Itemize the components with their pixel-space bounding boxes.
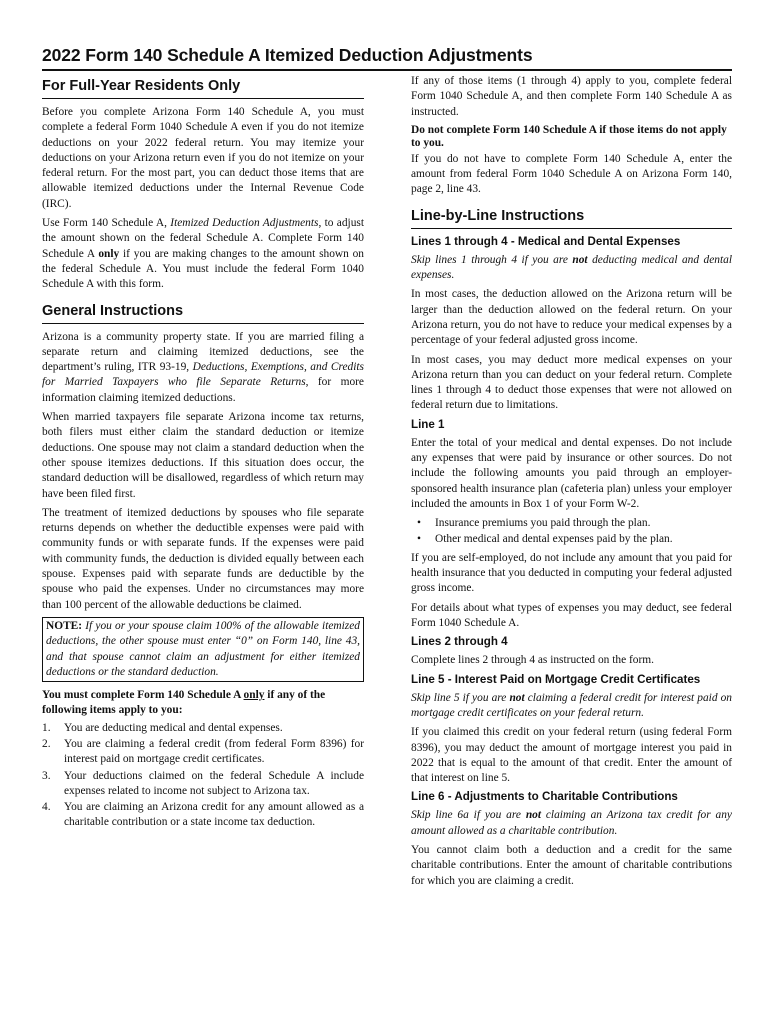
use-schedule-paragraph xyxy=(42,216,364,292)
note-text: If you or your spouse claim 100% of the allowable itemized deductions, the other spouse must enter “0” on Form 140, line 43, and that spouse cannot claim an adjustment for either itemized deductions or the standard deduction. xyxy=(46,619,360,678)
text-run: Skip line 6a if you are xyxy=(411,809,526,822)
left-column xyxy=(42,74,364,893)
community-property-paragraph xyxy=(42,330,364,406)
text-run: Arizona is a community property state. If you are married filing a separate return and claiming itemized deductions, see the department’s ruling, ITR 93-19, xyxy=(42,330,364,374)
text-run: Skip lines 1 through 4 if you are xyxy=(411,253,573,266)
list-number: 1. xyxy=(42,721,51,734)
list-number: 3. xyxy=(42,769,51,782)
title-rule xyxy=(42,69,732,71)
list-text: Insurance premiums you paid through the plan. xyxy=(435,517,651,530)
list-item xyxy=(411,516,732,531)
conditions-list xyxy=(42,721,364,831)
line-6-paragraph: You cannot claim both a deduction and a credit for the same charitable contributions. Enter the amount of charitable contributions for which you are claiming a credit. xyxy=(411,843,732,887)
list-text: You are deducting medical and dental expenses. xyxy=(64,721,283,734)
text-run: Skip line 5 if you are xyxy=(411,691,510,704)
list-text: Other medical and dental expenses paid by the plan. xyxy=(435,532,673,545)
list-number: 2. xyxy=(42,737,51,750)
subheading-line-6: Line 6 - Adjustments to Charitable Contributions xyxy=(411,790,678,804)
text-run: , to adjust the amount shown on the federal Schedule A. Complete Form 140 Schedule A xyxy=(42,217,364,260)
bold-not: not xyxy=(572,253,588,266)
bullet-icon: • xyxy=(417,517,421,530)
list-number: 4. xyxy=(42,801,51,814)
list-item xyxy=(42,737,364,768)
self-employed-paragraph: If you are self-employed, do not include any amount that you paid for health insurance that you deducted in computing your federal adjusted gross income. xyxy=(411,551,732,595)
line-1-paragraph: Enter the total of your medical and dental expenses. Do not include any expenses that were paid by insurance or other sources. Do not include the following amounts you paid through an employer-sponsored health insurance plan (cafeteria plan) unless your employer included the amounts in Box 1 of your Form W-2. xyxy=(411,436,732,510)
list-text: Your deductions claimed on the federal Schedule A include expenses related to income not subject to Arizona tax. xyxy=(64,769,364,797)
bullet-icon: • xyxy=(417,532,421,545)
underlined-only: only xyxy=(243,689,265,702)
deduct-more-paragraph: In most cases, you may deduct more medical expenses on your Arizona return than you can deduct on your federal return. Complete lines 1 through 4 to deduct those expenses that were not allowed on federal return due to limitations. xyxy=(411,353,732,412)
note-label: NOTE: xyxy=(46,619,83,632)
list-item xyxy=(42,721,364,736)
section-heading-general-instructions: General Instructions xyxy=(42,299,364,324)
section-heading-full-year-residents: For Full-Year Residents Only xyxy=(42,74,364,99)
deduction-larger-paragraph: In most cases, the deduction allowed on the Arizona return will be larger than the deduction allowed on the federal return. On your Arizona return, you do not have to reduce your medical expenses by a percentage of your federal adjusted gross income. xyxy=(411,288,732,347)
text-run: claiming an Arizona tax credit for any amount allowed as a charitable contribution. xyxy=(411,809,732,837)
list-text: You are claiming a federal credit (from federal Form 8396) for interest paid on mortgage credit certificates. xyxy=(64,737,364,766)
list-item xyxy=(42,800,364,831)
subheading-line-5: Line 5 - Interest Paid on Mortgage Credit Certificates xyxy=(411,672,701,686)
note-box xyxy=(42,617,364,682)
list-text: You are claiming an Arizona credit for any amount allowed as a charitable contribution or a state income tax deduction. xyxy=(64,801,364,829)
cafeteria-plan-list xyxy=(411,516,732,547)
items-apply-paragraph: If any of those items (1 through 4) apply to you, complete federal Form 1040 Schedule A, and then complete Form 140 Schedule A as instructed. xyxy=(411,75,732,118)
line-5-paragraph: If you claimed this credit on your federal return (using federal Form 8396), you may deduct the amount of mortgage interest you paid in 2022 that is equal to the amount of that credit. Enter the amount of that interest on line 5. xyxy=(411,726,732,785)
bold-run: only xyxy=(98,247,120,260)
text-run: , for more information claiming itemized deductions. xyxy=(42,376,364,404)
page-title: 2022 Form 140 Schedule A Itemized Deduction Adjustments xyxy=(42,45,533,65)
text-run: deducting medical and dental expenses. xyxy=(411,253,732,282)
skip-line-6-note xyxy=(411,808,732,839)
enter-amount-paragraph: If you do not have to complete Form 140 Schedule A, enter the amount from federal Form 1040 Schedule A on Arizona Form 140, page 2, line 43. xyxy=(411,152,732,196)
section-heading-line-by-line: Line-by-Line Instructions xyxy=(411,204,732,229)
married-separate-paragraph: When married taxpayers file separate Arizona income tax returns, both filers must either claim the standard deduction or itemize deductions. One spouse may not claim a standard deduction when the other spouse itemizes deductions. If this situation does occur, the standard deduction will be disallowed, regardless of which return may have been filed first. xyxy=(42,411,364,500)
details-paragraph: For details about what types of expenses you may deduct, see federal Form 1040 Schedule A. xyxy=(411,601,732,630)
text-run: claiming a federal credit for interest paid on mortgage credit certificates on your federal return. xyxy=(411,691,732,719)
list-item xyxy=(42,769,364,800)
text-run: if any of the following items apply to you: xyxy=(42,689,326,717)
italic-ruling-title: Deductions, Exemptions, and Credits for Married Taxpayers who file Separate Returns xyxy=(42,361,364,389)
italic-title-run: Itemized Deduction Adjustments xyxy=(170,217,319,230)
subheading-line-1: Line 1 xyxy=(411,417,445,431)
text-run: Use Form 140 Schedule A, xyxy=(42,217,171,230)
right-column xyxy=(411,74,732,893)
text-run: You must complete Form 140 Schedule A xyxy=(42,689,244,702)
skip-lines-1-4-note xyxy=(411,253,732,284)
lines-2-4-paragraph: Complete lines 2 through 4 as instructed on the form. xyxy=(411,654,654,667)
two-column-body xyxy=(42,74,732,893)
intro-paragraph: Before you complete Arizona Form 140 Schedule A, you must complete a federal Form 1040 Schedule A even if you do not itemize deductions on your 2022 federal return. You may itemize your deductions on your Arizona return even if you do not itemize on your federal return. For the most part, you can deduct those items that are allowable itemized deductions under the Internal Revenue Code (IRC). xyxy=(42,106,364,210)
do-not-complete-paragraph: Do not complete Form 140 Schedule A if those items do not apply to you. xyxy=(411,123,727,149)
skip-line-5-note xyxy=(411,691,732,722)
must-complete-paragraph xyxy=(42,688,364,719)
treatment-paragraph: The treatment of itemized deductions by spouses who file separate returns depends on whether the deductible expenses were paid with community funds or with separate funds. If the expenses were paid with community funds, the deduction is divided equally between each spouse. Expenses paid with separate funds are deductible by the spouse who paid the expenses. Under no circumstances may more than 100 percent of the allowable deductions be claimed. xyxy=(42,506,364,611)
subheading-lines-1-4: Lines 1 through 4 - Medical and Dental Expenses xyxy=(411,234,681,248)
subheading-lines-2-4: Lines 2 through 4 xyxy=(411,635,508,649)
list-item xyxy=(411,532,732,547)
bold-not: not xyxy=(509,691,525,704)
text-run: if you are making changes to the amount shown on the federal Schedule A. You must include the federal Form 1040 Schedule A with this form. xyxy=(42,247,364,291)
bold-not: not xyxy=(525,809,542,822)
